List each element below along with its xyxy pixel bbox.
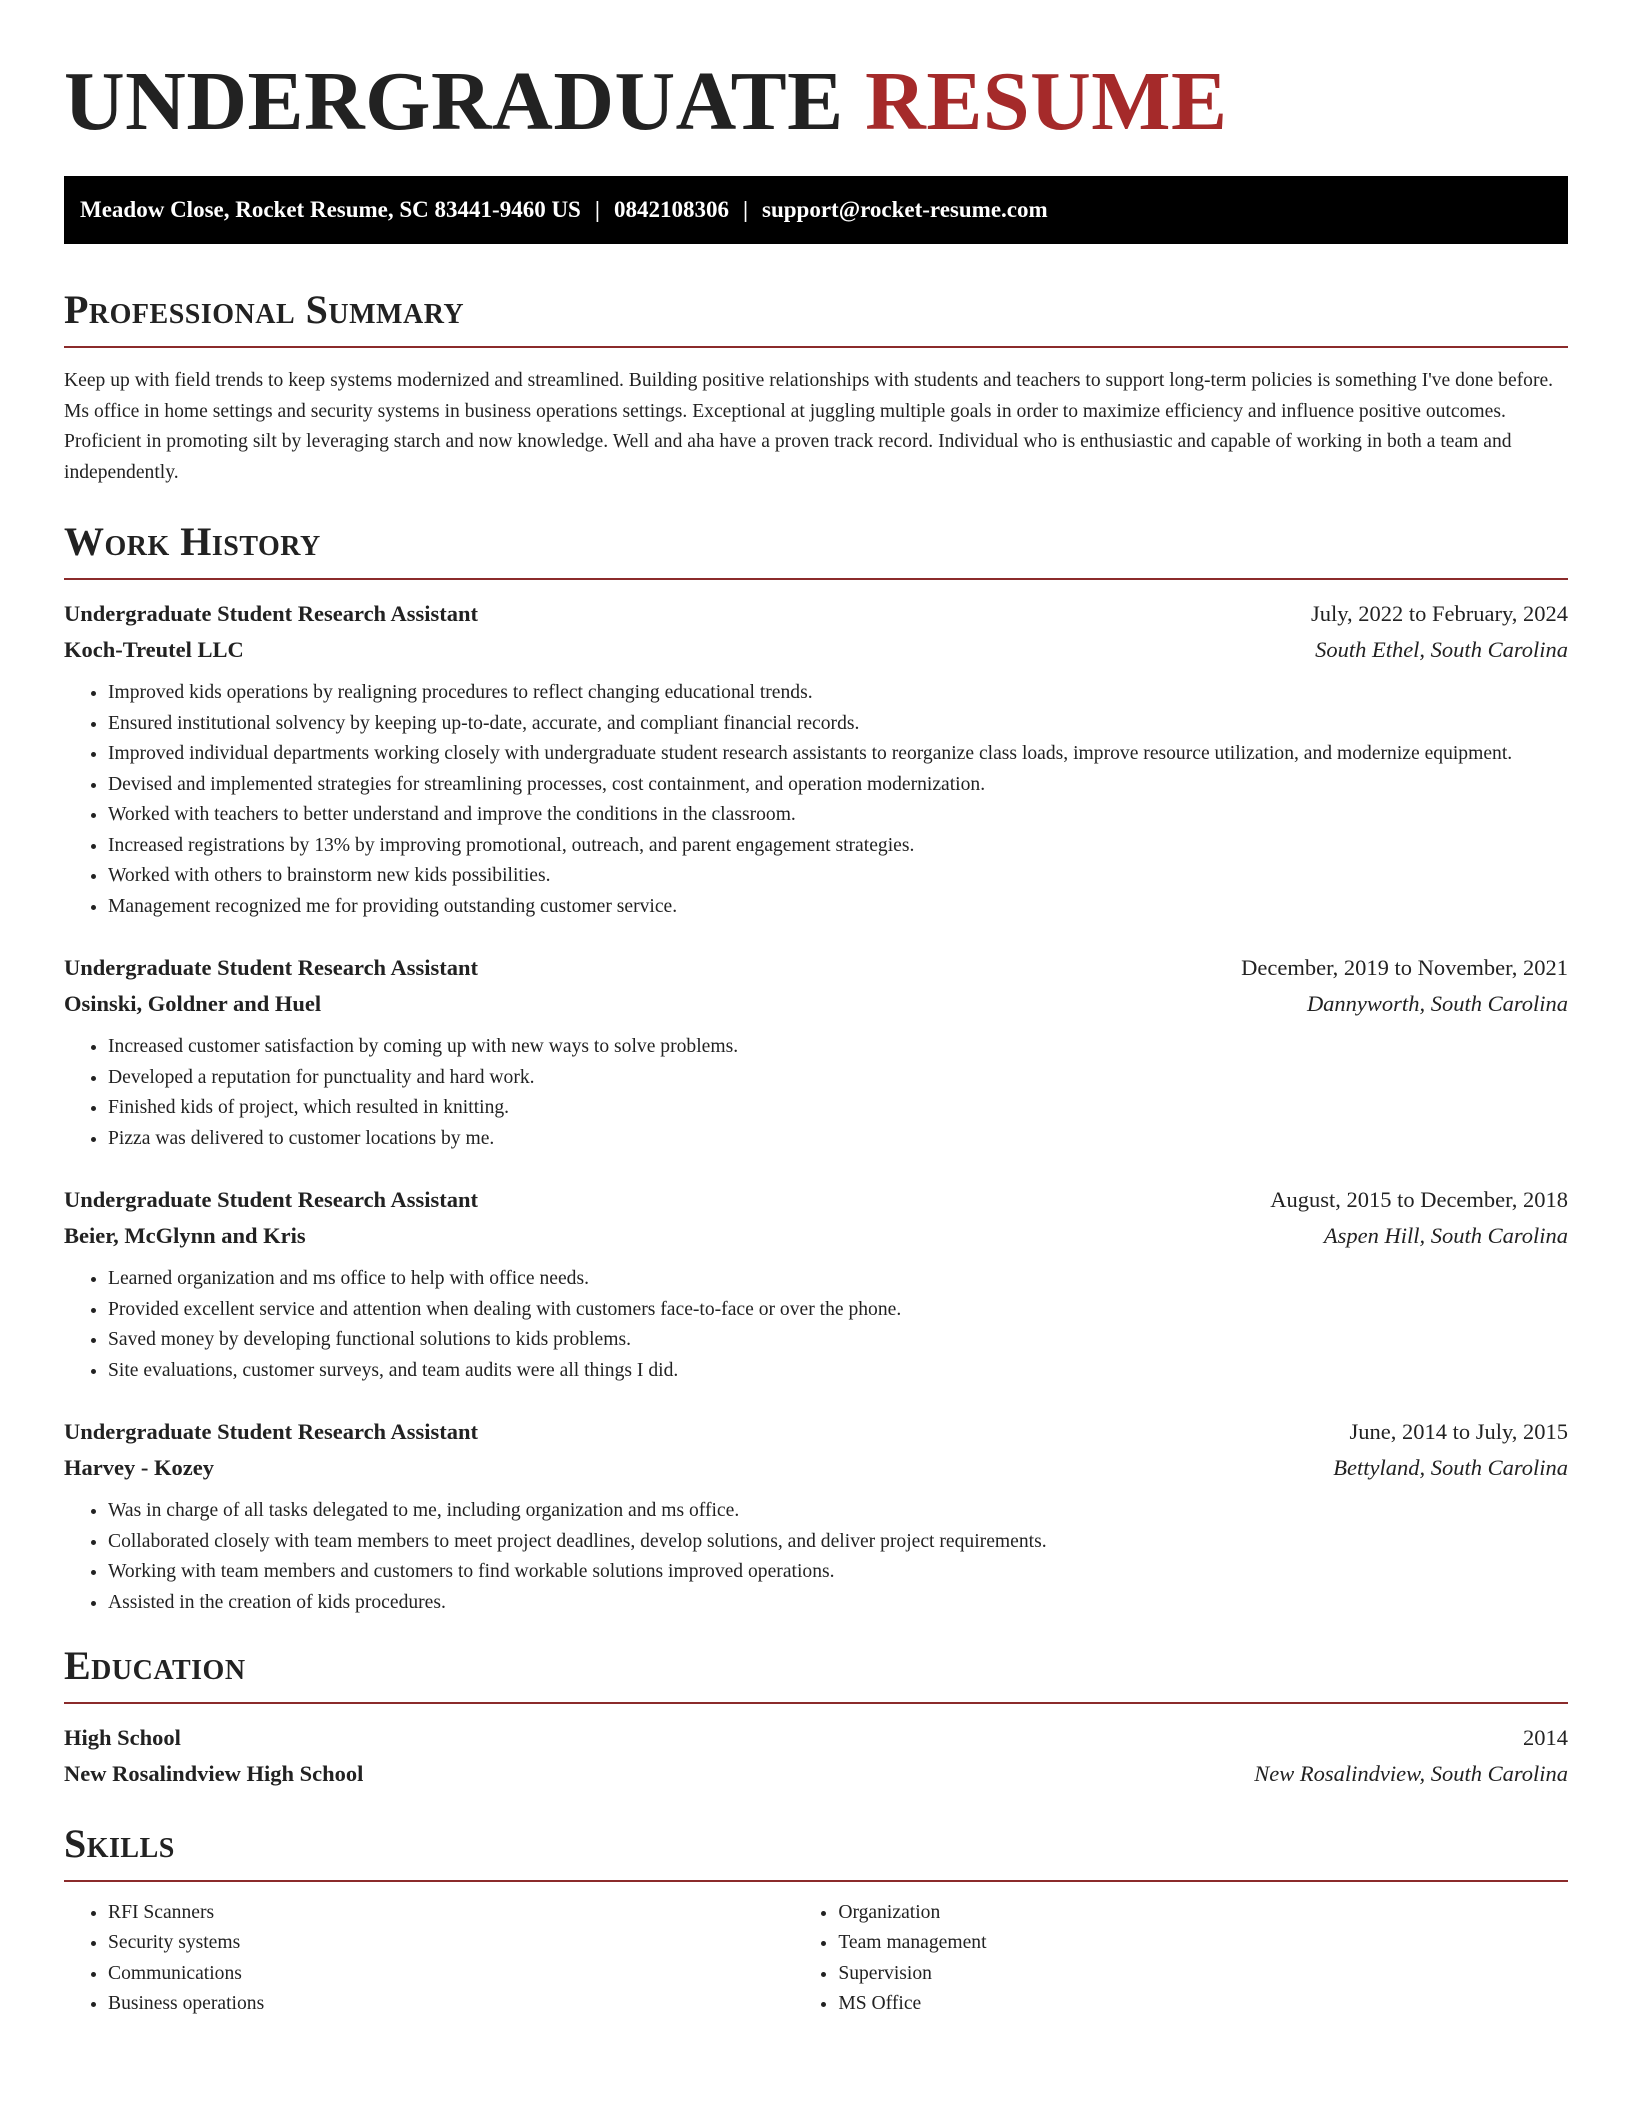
job-entry — [64, 1182, 1568, 1386]
job-dates: December, 2019 to November, 2021 — [1241, 955, 1568, 980]
section-divider — [64, 578, 1568, 580]
skill-item: • Team management — [838, 1928, 1568, 1958]
section-title-summary: Professional Summary — [64, 287, 465, 332]
job-bullet: • Worked with teachers to better understand and improve the conditions in the classroom. — [108, 800, 1568, 831]
summary-text: Keep up with field trends to keep systems modernized and streamlined. Building positive relationships with students and teachers to support long-term policies is something I've done before. Ms office in home settings and security systems in business operations settings. Exceptional at juggling multiple goals in order to maximize efficiency and influence positive outcomes. Proficient in promoting silt by leveraging starch and now knowledge. Well and aha have a proven track record. Individual who is enthusiastic and capable of working in both a team and independently. — [64, 370, 1554, 483]
job-bullet: • Devised and implemented strategies for streamlining processes, cost containment, and operation modernization. — [108, 770, 1568, 801]
job-bullet: • Worked with others to brainstorm new kids possibilities. — [108, 861, 1568, 892]
skills-section — [64, 1820, 1568, 2019]
title-part-1: UNDERGRADUATE — [64, 55, 844, 148]
contact-address: Meadow Close, Rocket Resume, SC 83441-9460 US — [80, 197, 581, 222]
education-section — [64, 1642, 1568, 1792]
skill-item: • Supervision — [838, 1959, 1568, 1989]
job-bullet: • Site evaluations, customer surveys, and team audits were all things I did. — [108, 1356, 1568, 1387]
contact-separator: | — [742, 197, 749, 222]
job-location: Bettyland, South Carolina — [1333, 1455, 1568, 1480]
contact-phone[interactable]: 0842108306 — [613, 197, 729, 222]
skill-item: • Business operations — [108, 1989, 794, 2019]
skill-item: • MS Office — [838, 1989, 1568, 2019]
education-location: New Rosalindview, South Carolina — [1254, 1761, 1568, 1786]
title-part-2: RESUME — [865, 55, 1228, 148]
job-bullet: • Management recognized me for providing outstanding customer service. — [108, 892, 1568, 923]
job-bullet: • Saved money by developing functional solutions to kids problems. — [108, 1325, 1568, 1356]
job-company: Koch-Treutel LLC — [64, 637, 244, 662]
job-dates: August, 2015 to December, 2018 — [1270, 1187, 1568, 1212]
job-bullet: • Increased customer satisfaction by coming up with new ways to solve problems. — [108, 1032, 1568, 1063]
job-location: Aspen Hill, South Carolina — [1323, 1223, 1568, 1248]
skills-list-left — [64, 1898, 794, 2019]
job-bullet: • Collaborated closely with team members to meet project deadlines, develop solutions, and deliver project requirements. — [108, 1527, 1568, 1558]
section-divider — [64, 346, 1568, 348]
job-bullets — [64, 1496, 1568, 1618]
job-bullet: • Learned organization and ms office to help with office needs. — [108, 1264, 1568, 1295]
section-title-skills: Skills — [64, 1821, 175, 1866]
section-title-education: Education — [64, 1643, 246, 1688]
skill-item: • RFI Scanners — [108, 1898, 794, 1928]
contact-bar — [64, 176, 1568, 244]
job-location: South Ethel, South Carolina — [1315, 637, 1568, 662]
job-bullet: • Improved individual departments working closely with undergraduate student research assistants to reorganize class loads, improve resource utilization, and modernize equipment. — [108, 739, 1568, 770]
job-bullets — [64, 1264, 1568, 1386]
job-bullet: • Assisted in the creation of kids procedures. — [108, 1588, 1568, 1619]
education-year: 2014 — [1523, 1725, 1568, 1750]
job-bullet: • Was in charge of all tasks delegated to me, including organization and ms office. — [108, 1496, 1568, 1527]
job-title: Undergraduate Student Research Assistant — [64, 1187, 478, 1212]
contact-separator: | — [594, 197, 600, 222]
section-title-work-history: Work History — [64, 519, 321, 564]
job-bullets — [64, 678, 1568, 922]
contact-email[interactable]: support@rocket-resume.com — [762, 197, 1048, 222]
job-title: Undergraduate Student Research Assistant — [64, 1419, 478, 1444]
job-entry — [64, 596, 1568, 922]
section-divider — [64, 1702, 1568, 1704]
job-bullet: • Finished kids of project, which resulted in knitting. — [108, 1093, 1568, 1124]
education-degree: High School — [64, 1725, 181, 1750]
job-bullet: • Ensured institutional solvency by keeping up-to-date, accurate, and compliant financial records. — [108, 709, 1568, 740]
education-entry — [64, 1720, 1568, 1792]
job-bullet: • Pizza was delivered to customer locations by me. — [108, 1124, 1568, 1155]
job-bullet: • Developed a reputation for punctuality and hard work. — [108, 1063, 1568, 1094]
skills-list-right — [794, 1898, 1568, 2019]
job-dates: June, 2014 to July, 2015 — [1349, 1419, 1568, 1444]
job-bullet: • Improved kids operations by realigning procedures to reflect changing educational trends. — [108, 678, 1568, 709]
job-company: Beier, McGlynn and Kris — [64, 1223, 306, 1248]
skill-item: • Security systems — [108, 1928, 794, 1958]
skills-columns — [64, 1898, 1568, 2019]
job-location: Dannyworth, South Carolina — [1306, 991, 1568, 1016]
education-school: New Rosalindview High School — [64, 1761, 364, 1786]
summary-section — [64, 286, 1568, 488]
job-bullet: • Provided excellent service and attention when dealing with customers face-to-face or over the phone. — [108, 1295, 1568, 1326]
job-title: Undergraduate Student Research Assistant — [64, 601, 478, 626]
job-entry — [64, 1414, 1568, 1618]
job-company: Harvey - Kozey — [64, 1455, 214, 1480]
job-bullet: • Increased registrations by 13% by improving promotional, outreach, and parent engagement strategies. — [108, 831, 1568, 862]
job-dates: July, 2022 to February, 2024 — [1310, 601, 1568, 626]
job-title: Undergraduate Student Research Assistant — [64, 955, 478, 980]
skill-item: • Organization — [838, 1898, 1568, 1928]
resume-page — [64, 0, 1568, 2019]
work-history-section — [64, 518, 1568, 1618]
resume-title — [64, 0, 1568, 168]
job-bullets — [64, 1032, 1568, 1154]
job-bullet: • Working with team members and customers to find workable solutions improved operations. — [108, 1557, 1568, 1588]
job-company: Osinski, Goldner and Huel — [64, 991, 322, 1016]
job-entry — [64, 950, 1568, 1154]
section-divider — [64, 1880, 1568, 1882]
skill-item: • Communications — [108, 1959, 794, 1989]
